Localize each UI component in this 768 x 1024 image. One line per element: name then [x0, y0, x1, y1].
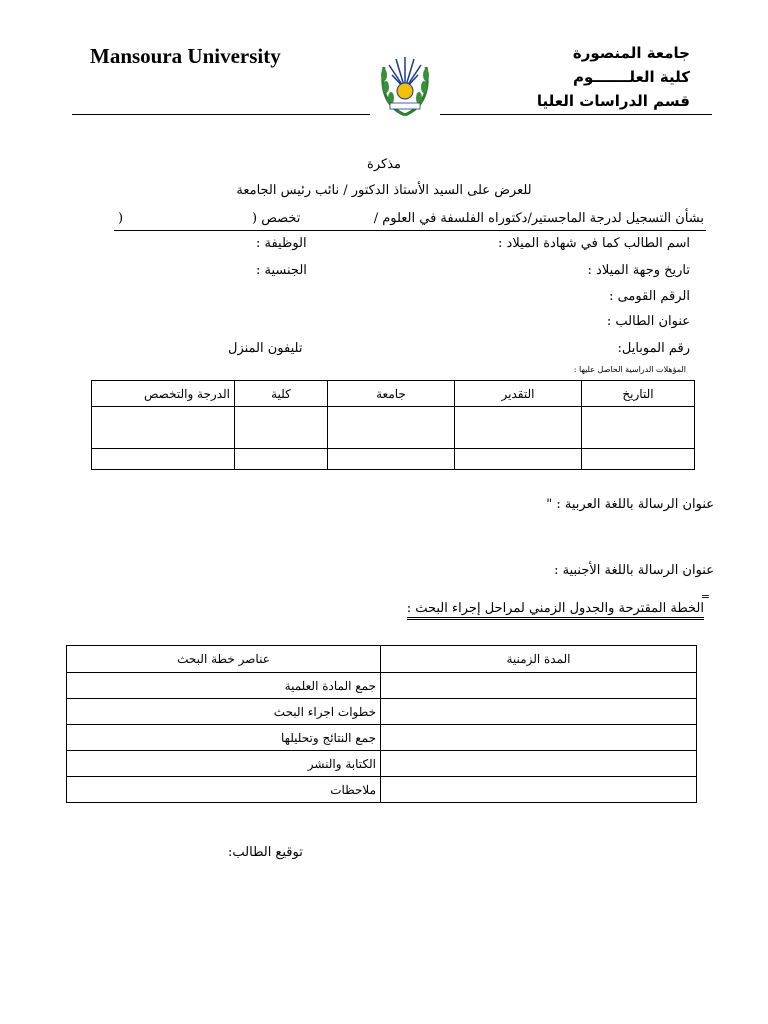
col-university: جامعة [328, 381, 455, 407]
thesis-title-foreign-label: عنوان الرسالة باللغة الأجنبية : [554, 563, 714, 578]
cell [582, 407, 695, 449]
col-plan-elements: عناصر خطة البحث [67, 646, 381, 673]
student-signature-label: توقيع الطالب: [228, 845, 303, 860]
cell [235, 449, 328, 470]
qualifications-caption: المؤهلات الدراسية الحاصل عليها : [573, 365, 686, 374]
duration-cell [381, 699, 697, 725]
col-faculty: كلية [235, 381, 328, 407]
memo-addressee: للعرض على السيد الأستاذ الدكتور / نائب رئيس الجامعة [236, 183, 532, 198]
birth-label: تاريخ وجهة الميلاد : [587, 263, 690, 278]
research-plan-table [66, 645, 697, 803]
cell [455, 407, 582, 449]
duration-cell [381, 777, 697, 803]
plan-heading: الخطة المقترحة والجدول الزمني لمراحل إجراء البحث : [407, 601, 704, 620]
table-row [67, 725, 697, 751]
table-row [92, 407, 695, 449]
cell [328, 449, 455, 470]
nationality-label: الجنسية : [256, 263, 307, 278]
student-name-label: اسم الطالب كما في شهادة الميلاد : [498, 236, 690, 251]
table-row [92, 449, 695, 470]
plan-marker: = [700, 590, 710, 603]
university-name-en: Mansoura University [90, 44, 281, 68]
header-rule-left [72, 114, 370, 115]
duration-cell [381, 673, 697, 699]
duration-cell [381, 751, 697, 777]
job-label: الوظيفة : [256, 236, 307, 251]
table-row [67, 751, 697, 777]
cell [328, 407, 455, 449]
national-id-label: الرقم القومى : [609, 289, 690, 304]
plan-item: خطوات اجراء البحث [67, 699, 381, 725]
table-header-row [92, 381, 695, 407]
col-degree: الدرجة والتخصص [92, 381, 235, 407]
specialization-label: تخصص ( [252, 211, 301, 226]
address-label: عنوان الطالب : [606, 314, 690, 329]
specialization-close: ) [118, 211, 124, 226]
plan-item: الكتابة والنشر [67, 751, 381, 777]
table-row [67, 777, 697, 803]
home-phone-label: تليفون المنزل [228, 341, 303, 356]
mobile-label: رقم الموبايل: [617, 341, 690, 356]
col-grade: التقدير [455, 381, 582, 407]
header-rule-right [440, 114, 712, 115]
plan-item: ملاحظات [67, 777, 381, 803]
department-name: قسم الدراسات العليا [536, 92, 690, 110]
cell [92, 449, 235, 470]
faculty-name: كلية العلـــــــوم [573, 68, 690, 86]
table-header-row [67, 646, 697, 673]
cell [455, 449, 582, 470]
plan-item: جمع المادة العلمية [67, 673, 381, 699]
duration-cell [381, 725, 697, 751]
table-row [67, 673, 697, 699]
subject-underline [114, 230, 706, 231]
university-name-ar: جامعة المنصورة [572, 44, 690, 62]
memo-subject: بشأن التسجيل لدرجة الماجستير/دكتوراه الفلسفة في العلوم / [373, 211, 704, 226]
plan-item: جمع النتائج وتحليلها [67, 725, 381, 751]
university-emblem-icon [376, 45, 434, 119]
col-date: التاريخ [582, 381, 695, 407]
thesis-title-arabic-label: عنوان الرسالة باللغة العربية : " [546, 497, 714, 512]
cell [235, 407, 328, 449]
table-row [67, 699, 697, 725]
col-duration: المدة الزمنية [381, 646, 697, 673]
memo-title: مذكرة [367, 157, 401, 172]
qualifications-table [91, 380, 695, 470]
cell [582, 449, 695, 470]
cell [92, 407, 235, 449]
